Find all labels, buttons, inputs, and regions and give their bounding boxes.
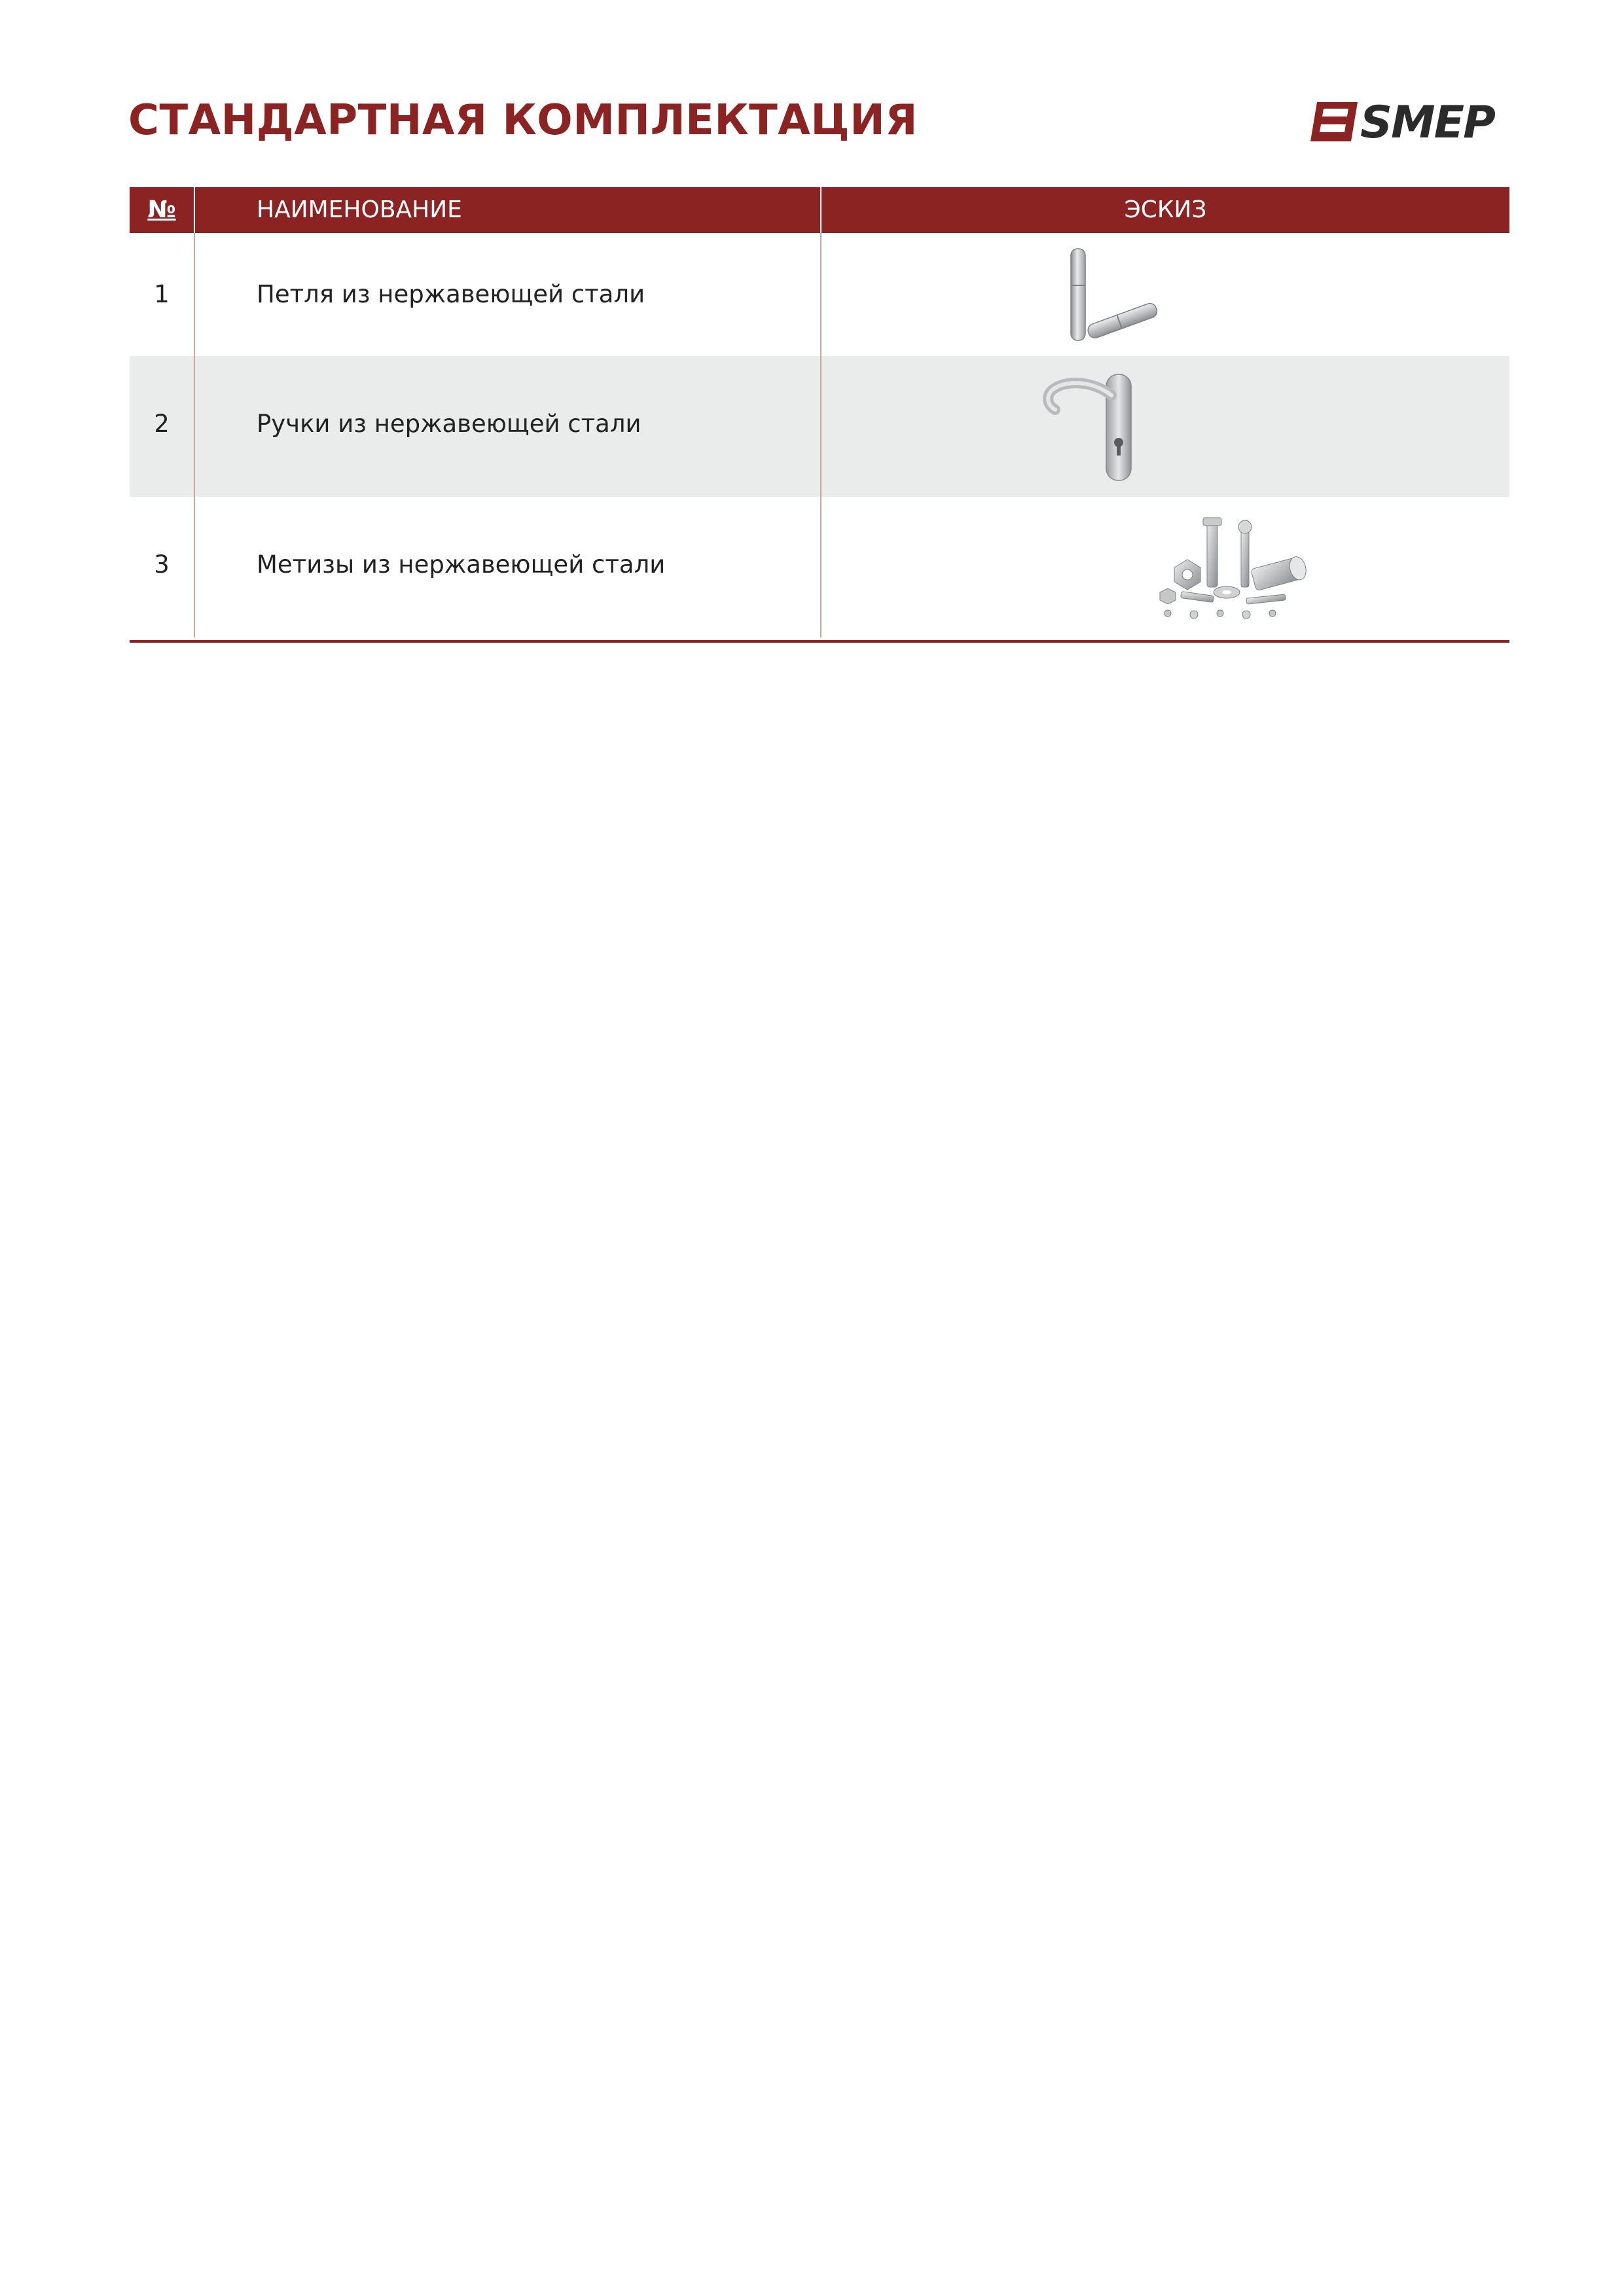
equipment-table — [130, 187, 1509, 637]
column-divider — [194, 233, 195, 637]
logo-text: SMEP — [1360, 97, 1494, 149]
row-number: 3 — [154, 550, 170, 579]
row-number: 2 — [154, 410, 170, 438]
column-header-number: № — [147, 196, 176, 223]
row-name: Ручки из нержавеющей стали — [257, 410, 641, 438]
row-number: 1 — [154, 280, 170, 308]
column-header-name: НАИМЕНОВАНИЕ — [257, 196, 462, 223]
table-row — [130, 497, 1509, 637]
header-divider — [194, 187, 195, 233]
column-header-sketch: ЭСКИЗ — [1124, 196, 1207, 223]
fasteners-icon — [1155, 515, 1312, 626]
row-name: Петля из нержавеющей стали — [257, 280, 645, 308]
page-title: СТАНДАРТНАЯ КОМПЛЕКТАЦИЯ — [128, 96, 918, 145]
hinge-icon — [1049, 246, 1166, 351]
table-bottom-border — [130, 640, 1509, 643]
door-handle-icon — [1041, 369, 1159, 487]
table-row — [130, 356, 1509, 497]
logo — [1310, 98, 1500, 148]
table-row — [130, 233, 1509, 356]
row-name: Метизы из нержавеющей стали — [257, 550, 666, 579]
table-header — [130, 187, 1509, 233]
column-divider — [820, 233, 821, 637]
smep-logo-mark-icon — [1310, 102, 1358, 141]
